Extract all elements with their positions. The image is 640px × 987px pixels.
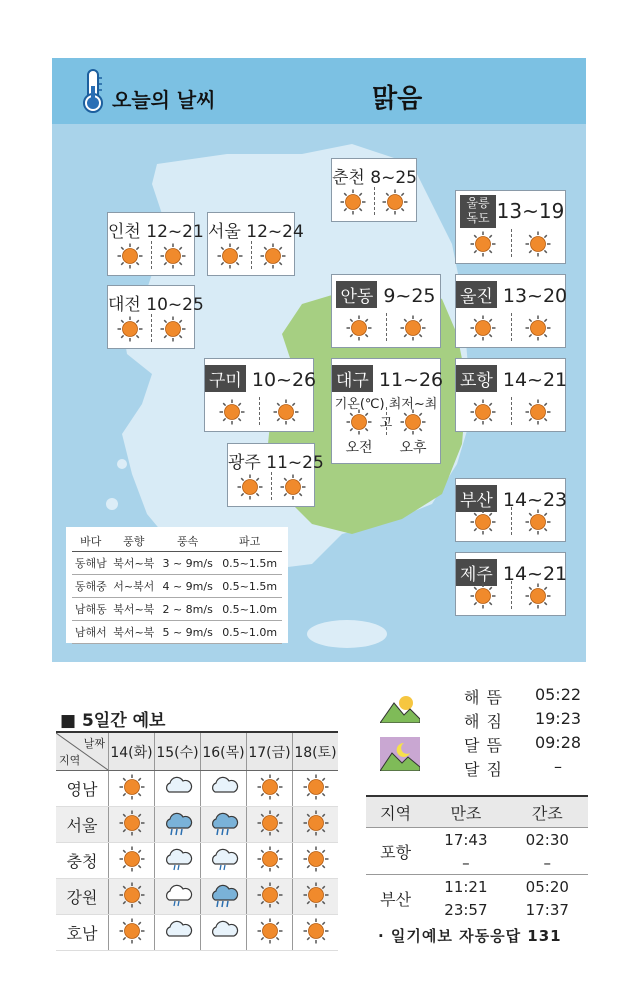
astro-panel xyxy=(380,685,590,777)
tide-place: 포항 xyxy=(366,828,425,875)
city-name: 부산 xyxy=(456,485,497,512)
sun-icon xyxy=(260,243,286,269)
city-temp: 13~19 xyxy=(496,199,565,223)
sun-icon xyxy=(237,474,263,500)
sun-icon xyxy=(217,243,243,269)
city-temp: 14~23 xyxy=(502,489,568,511)
city-name: 광주 xyxy=(228,453,261,473)
sun-icon xyxy=(109,879,155,915)
sun-icon xyxy=(247,879,293,915)
city-name: 제주 xyxy=(456,559,497,586)
forecast-region: 호남 xyxy=(56,915,109,951)
forecast-row xyxy=(56,807,338,843)
forecast-table xyxy=(56,731,338,951)
corner-region: 지역 xyxy=(59,754,81,767)
sea-cell: 0.5~1.0m xyxy=(217,621,282,644)
sun-icon xyxy=(470,399,496,425)
city-temp: 11~26 xyxy=(378,369,444,391)
high-tide: 11:21 xyxy=(425,875,506,899)
sea-cell: 3 ~ 9m/s xyxy=(158,552,217,575)
high-tide: 17:43 xyxy=(425,828,506,852)
city-name: 춘천 xyxy=(332,168,365,188)
sea-cell: 북서~북 xyxy=(110,598,158,621)
city-인천 xyxy=(107,212,204,276)
sea-row xyxy=(72,552,282,575)
sun-icon xyxy=(247,771,293,807)
sun-icon xyxy=(293,915,339,951)
sun-icon xyxy=(400,315,426,341)
city-대구 xyxy=(331,358,444,464)
sea-row xyxy=(72,598,282,621)
city-제주 xyxy=(455,552,566,616)
sea-cell: 동해중 xyxy=(72,575,110,598)
sun-icon xyxy=(117,316,143,342)
city-temp: 8~25 xyxy=(370,168,417,188)
sun-icon xyxy=(109,807,155,843)
thermometer-icon xyxy=(78,68,108,114)
sun-icon xyxy=(400,409,426,435)
city-서울 xyxy=(207,212,304,276)
forecast-day: 16(목) xyxy=(201,732,247,771)
city-tag: 울릉 독도 xyxy=(460,195,496,228)
forecast-day: 17(금) xyxy=(247,732,293,771)
low-tide: – xyxy=(543,853,552,872)
city-name: 구미 xyxy=(205,365,246,392)
sun-icon xyxy=(109,915,155,951)
pm-label: 오후 xyxy=(399,440,427,456)
forecast-region: 충청 xyxy=(56,843,109,879)
rain-icon xyxy=(201,807,247,843)
am-label: 오전 xyxy=(345,440,373,456)
low-tide: 02:30 xyxy=(507,828,588,852)
sun-icon xyxy=(160,243,186,269)
sea-cell: 0.5~1.5m xyxy=(217,575,282,598)
sunset-time: 19:23 xyxy=(534,709,582,728)
city-temp: 12~24 xyxy=(246,222,304,242)
city-안동 xyxy=(331,274,441,348)
sea-cell: 북서~북 xyxy=(110,621,158,644)
tide-row xyxy=(366,875,588,899)
city-대전 xyxy=(107,285,204,349)
rain-light-icon xyxy=(155,843,201,879)
sun-icon xyxy=(525,399,551,425)
sea-header: 풍향 xyxy=(110,531,158,552)
sun-icon xyxy=(525,231,551,257)
city-temp: 11~25 xyxy=(266,453,324,473)
sea-header: 바다 xyxy=(72,531,110,552)
sun-icon xyxy=(109,771,155,807)
low-tide: 17:37 xyxy=(525,900,569,919)
city-name: 울진 xyxy=(456,281,497,308)
sea-table xyxy=(66,527,288,643)
sun-icon xyxy=(273,399,299,425)
sun-icon xyxy=(470,509,496,535)
city-name: 서울 xyxy=(208,222,241,242)
city-temp: 10~26 xyxy=(251,369,317,391)
city-name: 대구 xyxy=(332,365,373,392)
city-temp: 14~21 xyxy=(502,369,568,391)
forecast-corner xyxy=(56,732,109,771)
tide-place: 부산 xyxy=(366,875,425,922)
rain-icon xyxy=(155,807,201,843)
sun-icon xyxy=(346,315,372,341)
sea-cell: 동해남 xyxy=(72,552,110,575)
forecast-row xyxy=(56,879,338,915)
sun-icon xyxy=(280,474,306,500)
sunrise-label: 해 뜸 xyxy=(464,688,503,707)
page-title: 오늘의 날씨 xyxy=(112,88,216,112)
city-name: 인천 xyxy=(108,222,141,242)
auto-response-note: · 일기예보 자동응답 131 xyxy=(378,927,562,945)
forecast-region: 영남 xyxy=(56,771,109,807)
tide-header: 만조 xyxy=(425,796,506,828)
sun-icon xyxy=(525,583,551,609)
sea-row xyxy=(72,575,282,598)
sun-icon xyxy=(293,771,339,807)
moonset-label: 달 짐 xyxy=(464,760,503,779)
sun-icon xyxy=(293,843,339,879)
sun-icon xyxy=(346,409,372,435)
city-울진 xyxy=(455,274,566,348)
tide-header: 간조 xyxy=(507,796,588,828)
city-temp: 10~25 xyxy=(146,295,204,315)
forecast-region: 서울 xyxy=(56,807,109,843)
forecast-day: 18(토) xyxy=(293,732,339,771)
sun-icon xyxy=(470,231,496,257)
cloud-icon xyxy=(155,771,201,807)
sun-icon xyxy=(160,316,186,342)
sea-cell: 서~북서 xyxy=(110,575,158,598)
sea-cell: 남해서 xyxy=(72,621,110,644)
forecast-day: 14(화) xyxy=(109,732,155,771)
city-구미 xyxy=(204,358,317,432)
city-temp: 9~25 xyxy=(383,285,436,307)
city-부산 xyxy=(455,478,566,542)
sun-icon xyxy=(340,189,366,215)
sun-icon xyxy=(470,583,496,609)
city-temp: 12~21 xyxy=(146,222,204,242)
tide-row xyxy=(366,828,588,852)
city-name: 포항 xyxy=(456,365,497,392)
moon-mountain-icon xyxy=(380,737,420,771)
tide-table xyxy=(366,795,588,921)
city-name: 대전 xyxy=(108,295,141,315)
corner-date: 날짜 xyxy=(83,737,105,750)
sun-icon xyxy=(470,315,496,341)
sea-row xyxy=(72,621,282,644)
rain-icon xyxy=(201,879,247,915)
sea-cell: 0.5~1.5m xyxy=(217,552,282,575)
sun-icon xyxy=(247,915,293,951)
city-포항 xyxy=(455,358,566,432)
sun-icon xyxy=(293,807,339,843)
sea-cell: 5 ~ 9m/s xyxy=(158,621,217,644)
sun-icon xyxy=(219,399,245,425)
map-header xyxy=(52,58,586,124)
forecast-row xyxy=(56,843,338,879)
sea-cell: 4 ~ 9m/s xyxy=(158,575,217,598)
forecast-row xyxy=(56,915,338,951)
high-tide: – xyxy=(462,853,470,872)
sea-cell: 2 ~ 8m/s xyxy=(158,598,217,621)
sun-icon xyxy=(525,509,551,535)
weather-condition: 맑음 xyxy=(372,84,423,114)
sea-header: 파고 xyxy=(217,531,282,552)
moonset-time: – xyxy=(554,757,562,776)
forecast-region: 강원 xyxy=(56,879,109,915)
sunrise-time: 05:22 xyxy=(534,685,582,704)
cloud-sun-icon xyxy=(201,771,247,807)
city-광주 xyxy=(227,443,324,507)
city-temp: 14~21 xyxy=(502,563,568,585)
rain-light-icon xyxy=(201,843,247,879)
sun-mountain-icon xyxy=(380,689,420,723)
forecast-row xyxy=(56,771,338,807)
moonrise-label: 달 뜸 xyxy=(464,736,503,755)
forecast-title: ■ 5일간 예보 xyxy=(60,711,166,731)
sun-icon xyxy=(382,189,408,215)
low-tide: 05:20 xyxy=(507,875,588,899)
city-울릉 xyxy=(455,190,566,264)
temp-legend: 기온(℃) 최저~최고 xyxy=(334,397,438,431)
sea-header: 풍속 xyxy=(158,531,217,552)
high-tide: 23:57 xyxy=(444,900,488,919)
city-temp: 13~20 xyxy=(502,285,568,307)
sun-icon xyxy=(247,807,293,843)
city-name: 안동 xyxy=(336,281,377,308)
sea-cell: 0.5~1.0m xyxy=(217,598,282,621)
sea-cell: 북서~북 xyxy=(110,552,158,575)
sea-cell: 남해동 xyxy=(72,598,110,621)
sun-icon xyxy=(117,243,143,269)
cloud-icon xyxy=(155,915,201,951)
sun-icon xyxy=(525,315,551,341)
cloud-rain-icon xyxy=(155,879,201,915)
sun-icon xyxy=(293,879,339,915)
moonrise-time: 09:28 xyxy=(534,733,582,752)
sun-icon xyxy=(247,843,293,879)
tide-header: 지역 xyxy=(366,796,425,828)
sun-icon xyxy=(109,843,155,879)
city-춘천 xyxy=(331,158,417,222)
forecast-day: 15(수) xyxy=(155,732,201,771)
sunset-label: 해 짐 xyxy=(464,712,503,731)
cloud-icon xyxy=(201,915,247,951)
